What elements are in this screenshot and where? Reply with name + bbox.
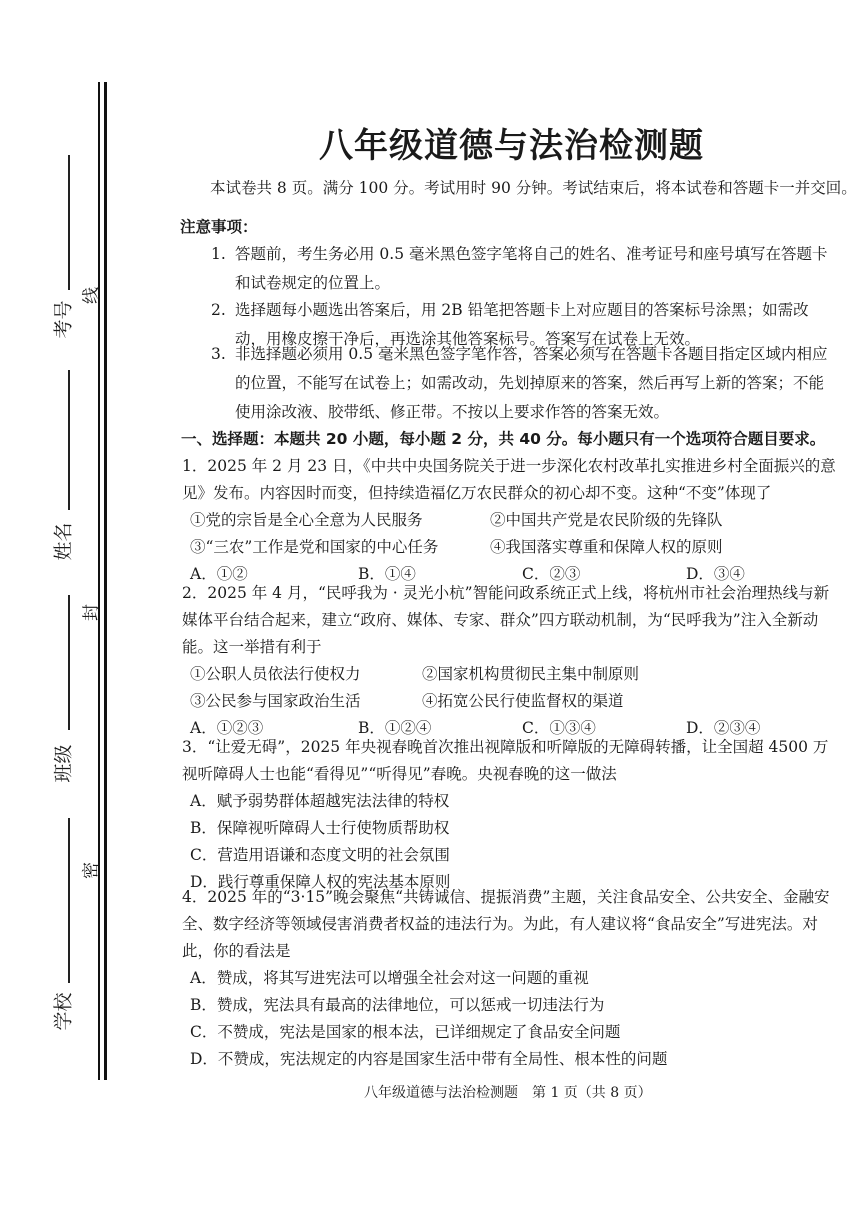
statement-row bbox=[182, 688, 838, 715]
school-line bbox=[68, 818, 70, 983]
choice-d: D．②③④ bbox=[686, 719, 761, 737]
statement-item: ①党的宗旨是全心全意为人民服务 bbox=[190, 511, 423, 529]
note-number: 3. bbox=[211, 345, 226, 363]
notes-heading: 注意事项： bbox=[180, 218, 258, 236]
name-line bbox=[68, 370, 70, 510]
question-3 bbox=[182, 734, 838, 896]
note-text: 选择题每小题选出答案后，用 2B 铅笔把答题卡上对应题目的答案标号涂黑；如需改动，用橡皮擦干净后，再选涂其他答案标号。答案写在试卷上无效。 bbox=[235, 301, 809, 348]
binding-line-outer bbox=[104, 82, 107, 1080]
exam-number-line bbox=[68, 155, 70, 290]
seal-char-secret: 密 bbox=[81, 862, 102, 879]
choice-a: A．①② bbox=[190, 565, 248, 583]
choice-b: B．①④ bbox=[358, 565, 416, 583]
choice-d: D．践行尊重保障人权的宪法基本原则 bbox=[190, 873, 451, 891]
note-text: 非选择题必须用 0.5 毫米黑色签字笔作答，答案必须写在答题卡各题目指定区域内相应的位置，不能写在试卷上；如需改动，先划掉原来的答案，然后再写上新的答案；不能使用涂改液、胶带纸、修正带。不按以上要求作答的答案无效。 bbox=[235, 345, 828, 421]
class-label: 班级 bbox=[52, 744, 75, 783]
statement-item: ②中国共产党是农民阶级的先锋队 bbox=[490, 511, 723, 529]
choice-a: A．赋予弱势群体超越宪法法律的特权 bbox=[190, 792, 450, 810]
choice-c: C．营造用语谦和态度文明的社会氛围 bbox=[190, 846, 450, 864]
choice-a: A．赞成，将其写进宪法可以增强全社会对这一问题的重视 bbox=[190, 969, 589, 987]
exam-intro: 本试卷共 8 页。满分 100 分。考试用时 90 分钟。考试结束后，将本试卷和答题卡一并交回。 bbox=[210, 179, 857, 197]
statement-item: ②国家机构贯彻民主集中制原则 bbox=[422, 665, 640, 683]
choice-d: D．③④ bbox=[686, 565, 745, 583]
question-stem: 1．2025 年 2 月 23 日，《中共中央国务院关于进一步深化农村改革扎实推进乡村全面振兴的意见》发布。内容因时而变，但持续造福亿万农民群众的初心却不变。这种“不变”体现了 bbox=[182, 457, 836, 502]
choice-c: C．②③ bbox=[522, 565, 581, 583]
statement-row bbox=[182, 534, 838, 561]
question-4 bbox=[182, 884, 838, 1073]
binding-margin bbox=[0, 0, 110, 1217]
choice-d: D．不赞成，宪法规定的内容是国家生活中带有全局性、根本性的问题 bbox=[190, 1050, 668, 1068]
note-item bbox=[211, 340, 833, 427]
choice-c: C．①③④ bbox=[522, 719, 596, 737]
seal-char-seal: 封 bbox=[81, 604, 102, 621]
page-footer: 八年级道德与法治检测题 第 1 页（共 8 页） bbox=[364, 1085, 652, 1101]
name-label: 姓名 bbox=[52, 522, 75, 561]
section-heading: 一、选择题：本题共 20 小题，每小题 2 分，共 40 分。每小题只有一个选项符合题目要求。 bbox=[181, 430, 826, 448]
choice-b: B．①②④ bbox=[358, 719, 432, 737]
choice-b: B．赞成，宪法具有最高的法律地位，可以惩戒一切违法行为 bbox=[190, 996, 605, 1014]
choice-a: A．①②③ bbox=[190, 719, 264, 737]
note-item bbox=[211, 240, 833, 298]
choice-c: C．不赞成，宪法是国家的根本法，已详细规定了食品安全问题 bbox=[190, 1023, 621, 1041]
statement-row bbox=[182, 661, 838, 688]
statement-item: ④我国落实尊重和保障人权的原则 bbox=[490, 538, 723, 556]
binding-line-inner bbox=[98, 82, 100, 1080]
choice-b: B．保障视听障碍人士行使物质帮助权 bbox=[190, 819, 450, 837]
question-stem: 2．2025 年 4 月，“民呼我为 · 灵光小杭”智能问政系统正式上线，将杭州市社会治理热线与新媒体平台结合起来，建立“政府、媒体、专家、群众”四方联动机制，为“民呼我为”注入全新动能。这一举措有利于 bbox=[182, 584, 830, 656]
note-number: 1. bbox=[211, 245, 226, 263]
question-stem: 4．2025 年的“3·15”晚会聚焦“共铸诚信、提振消费”主题，关注食品安全、公共安全、金融安全、数字经济等领域侵害消费者权益的违法行为。为此，有人建议将“食品安全”写进宪法。对此，你的看法是 bbox=[182, 888, 830, 960]
note-number: 2. bbox=[211, 301, 226, 319]
question-1 bbox=[182, 453, 838, 588]
statement-item: ①公职人员依法行使权力 bbox=[190, 665, 361, 683]
seal-char-line: 线 bbox=[81, 287, 102, 304]
school-label: 学校 bbox=[52, 992, 75, 1031]
statement-item: ③“三农”工作是党和国家的中心任务 bbox=[190, 538, 439, 556]
statement-item: ③公民参与国家政治生活 bbox=[190, 692, 361, 710]
class-line bbox=[68, 595, 70, 730]
question-stem: 3．“让爱无碍”，2025 年央视春晚首次推出视障版和听障版的无障碍转播，让全国超 4500 万视听障碍人士也能“看得见”“听得见”春晚。央视春晚的这一做法 bbox=[182, 738, 829, 783]
question-2 bbox=[182, 580, 838, 742]
exam-title: 八年级道德与法治检测题 bbox=[319, 126, 704, 166]
note-text: 答题前，考生务必用 0.5 毫米黑色签字笔将自己的姓名、准考证号和座号填写在答题卡和试卷规定的位置上。 bbox=[235, 245, 828, 292]
statement-row bbox=[182, 507, 838, 534]
statement-item: ④拓宽公民行使监督权的渠道 bbox=[422, 692, 624, 710]
exam-number-label: 考号 bbox=[52, 300, 75, 339]
